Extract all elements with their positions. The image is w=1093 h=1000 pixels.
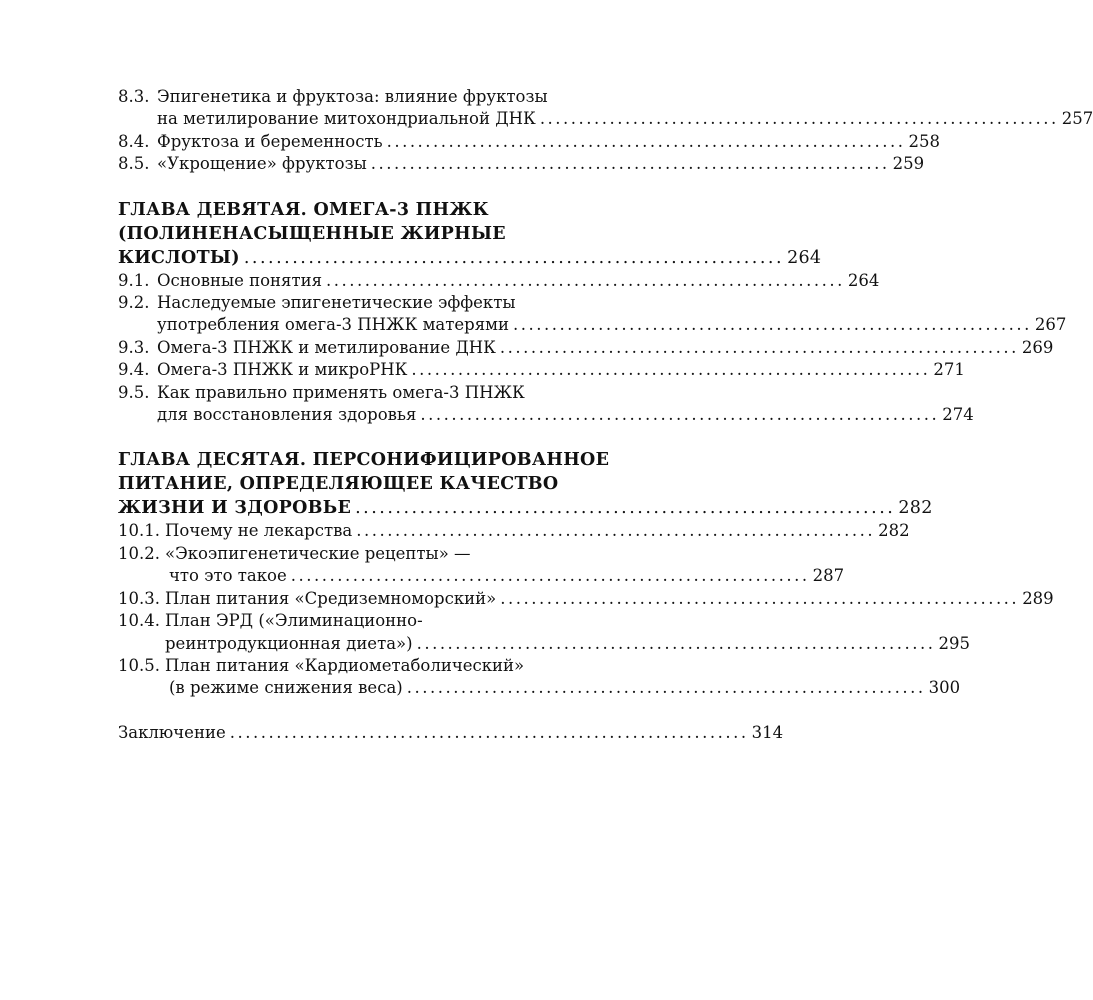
section-number: 8.4. [118, 131, 150, 151]
toc-entry-conclusion[interactable] [118, 722, 784, 744]
toc-chapter-10[interactable] [118, 448, 933, 520]
toc-entry-10-1[interactable] [118, 520, 910, 542]
toc-entry-9-2[interactable] [118, 292, 1067, 337]
section-title-line1: План ЭРД («Элиминационно- [165, 611, 423, 631]
section-title-line1: Наследуемые эпигенетические эффекты [157, 293, 516, 313]
chapter-title-line1: ГЛАВА ДЕСЯТАЯ. ПЕРСОНИФИЦИРОВАННОЕ [118, 450, 610, 471]
toc-chapter-9[interactable] [118, 198, 822, 270]
toc-entry-9-4[interactable] [118, 359, 965, 381]
dot-leader: ................................................................... [539, 109, 1059, 129]
toc-entry-9-3[interactable] [118, 337, 1054, 359]
dot-leader: ................................................................... [386, 131, 906, 151]
section-title-line1: Эпигенетика и фруктоза: влияние фруктозы [157, 87, 548, 106]
section-title-line1: План питания «Кардиометаболический» [165, 655, 525, 675]
section-title-line2: на метилирование митохондриальной ДНК [157, 109, 536, 129]
page-number: 282 [898, 498, 933, 519]
section-number: 10.5. [118, 655, 160, 675]
section-number: 9.5. [118, 382, 150, 402]
chapter-title-line2: (ПОЛИНЕНАСЫЩЕННЫЕ ЖИРНЫЕ [118, 223, 506, 244]
dot-leader: ................................................................... [499, 337, 1019, 357]
dot-leader: ................................................................... [355, 498, 896, 519]
chapter-title-line1: ГЛАВА ДЕВЯТАЯ. ОМЕГА-3 ПНЖК [118, 199, 489, 220]
toc-entry-9-5[interactable] [118, 382, 974, 427]
section-title: «Укрощение» фруктозы [157, 154, 367, 174]
page-number: 274 [942, 405, 974, 425]
page-number: 289 [1022, 588, 1054, 608]
section-number: 8.5. [118, 154, 150, 174]
page-number: 300 [928, 678, 961, 698]
page-number: 282 [878, 521, 910, 541]
page-number: 267 [1034, 315, 1067, 335]
section-title: Омега-3 ПНЖК и метилирование ДНК [157, 337, 496, 357]
dot-leader: ................................................................... [512, 315, 1032, 335]
page-number: 287 [812, 566, 845, 586]
toc-entry-8-3[interactable] [118, 86, 1093, 131]
section-title: Почему не лекарства [165, 521, 353, 541]
page-number: 264 [787, 247, 822, 268]
chapter-title-line2: ПИТАНИЕ, ОПРЕДЕЛЯЮЩЕЕ КАЧЕСТВО [118, 474, 559, 495]
section-title-line1: Как правильно применять омега-3 ПНЖК [157, 382, 525, 402]
toc-entry-9-1[interactable] [118, 270, 880, 292]
section-number: 10.4. [118, 611, 160, 631]
section-title: Заключение [118, 722, 226, 742]
section-number: 9.2. [118, 293, 150, 313]
chapter-title-line3: ЖИЗНИ И ЗДОРОВЬЕ [118, 498, 352, 519]
dot-leader: ................................................................... [370, 154, 890, 174]
dot-leader: ................................................................... [229, 722, 749, 742]
dot-leader: ................................................................... [243, 247, 785, 268]
section-title: Основные понятия [157, 270, 322, 290]
page-number: 257 [1061, 109, 1093, 129]
section-number: 10.1. [118, 521, 160, 541]
section-number: 9.1. [118, 270, 150, 290]
page-number: 259 [892, 154, 925, 174]
dot-leader: ................................................................... [416, 633, 936, 653]
section-title-line2: (в режиме снижения веса) [169, 678, 403, 698]
section-title-line2: для восстановления здоровья [157, 405, 417, 425]
section-number: 8.3. [118, 87, 150, 106]
section-title: Фруктоза и беременность [157, 131, 383, 151]
toc-entry-10-2[interactable] [118, 543, 845, 588]
section-title-line2: реинтродукционная диета») [165, 633, 413, 653]
dot-leader: ................................................................... [406, 678, 926, 698]
page-number: 314 [751, 722, 784, 742]
section-title: Омега-3 ПНЖК и микроРНК [157, 360, 408, 380]
page-number: 271 [933, 360, 965, 380]
section-title-line2: употребления омега-3 ПНЖК матерями [157, 315, 509, 335]
table-of-contents [118, 86, 1093, 744]
dot-leader: ................................................................... [411, 360, 931, 380]
page-number: 258 [908, 131, 940, 151]
page-number: 295 [938, 633, 970, 653]
section-title-line2: что это такое [169, 566, 287, 586]
page-number: 264 [847, 270, 880, 290]
section-number: 10.2. [118, 543, 160, 563]
section-number: 9.3. [118, 337, 150, 357]
dot-leader: ................................................................... [326, 270, 845, 290]
toc-entry-10-4[interactable] [118, 610, 970, 655]
dot-leader: ................................................................... [500, 588, 1020, 608]
dot-leader: ................................................................... [290, 566, 810, 586]
dot-leader: ................................................................... [356, 521, 876, 541]
dot-leader: ................................................................... [420, 405, 940, 425]
section-number: 9.4. [118, 360, 150, 380]
page-number: 269 [1021, 337, 1054, 357]
toc-entry-8-5[interactable] [118, 153, 925, 175]
toc-entry-10-5[interactable] [118, 655, 961, 700]
section-number: 10.3. [118, 588, 160, 608]
section-title-line1: «Экоэпигенетические рецепты» — [165, 543, 471, 563]
toc-entry-10-3[interactable] [118, 588, 1054, 610]
toc-entry-8-4[interactable] [118, 131, 940, 153]
chapter-title-line3: КИСЛОТЫ) [118, 247, 240, 268]
section-title: План питания «Средиземноморский» [165, 588, 497, 608]
